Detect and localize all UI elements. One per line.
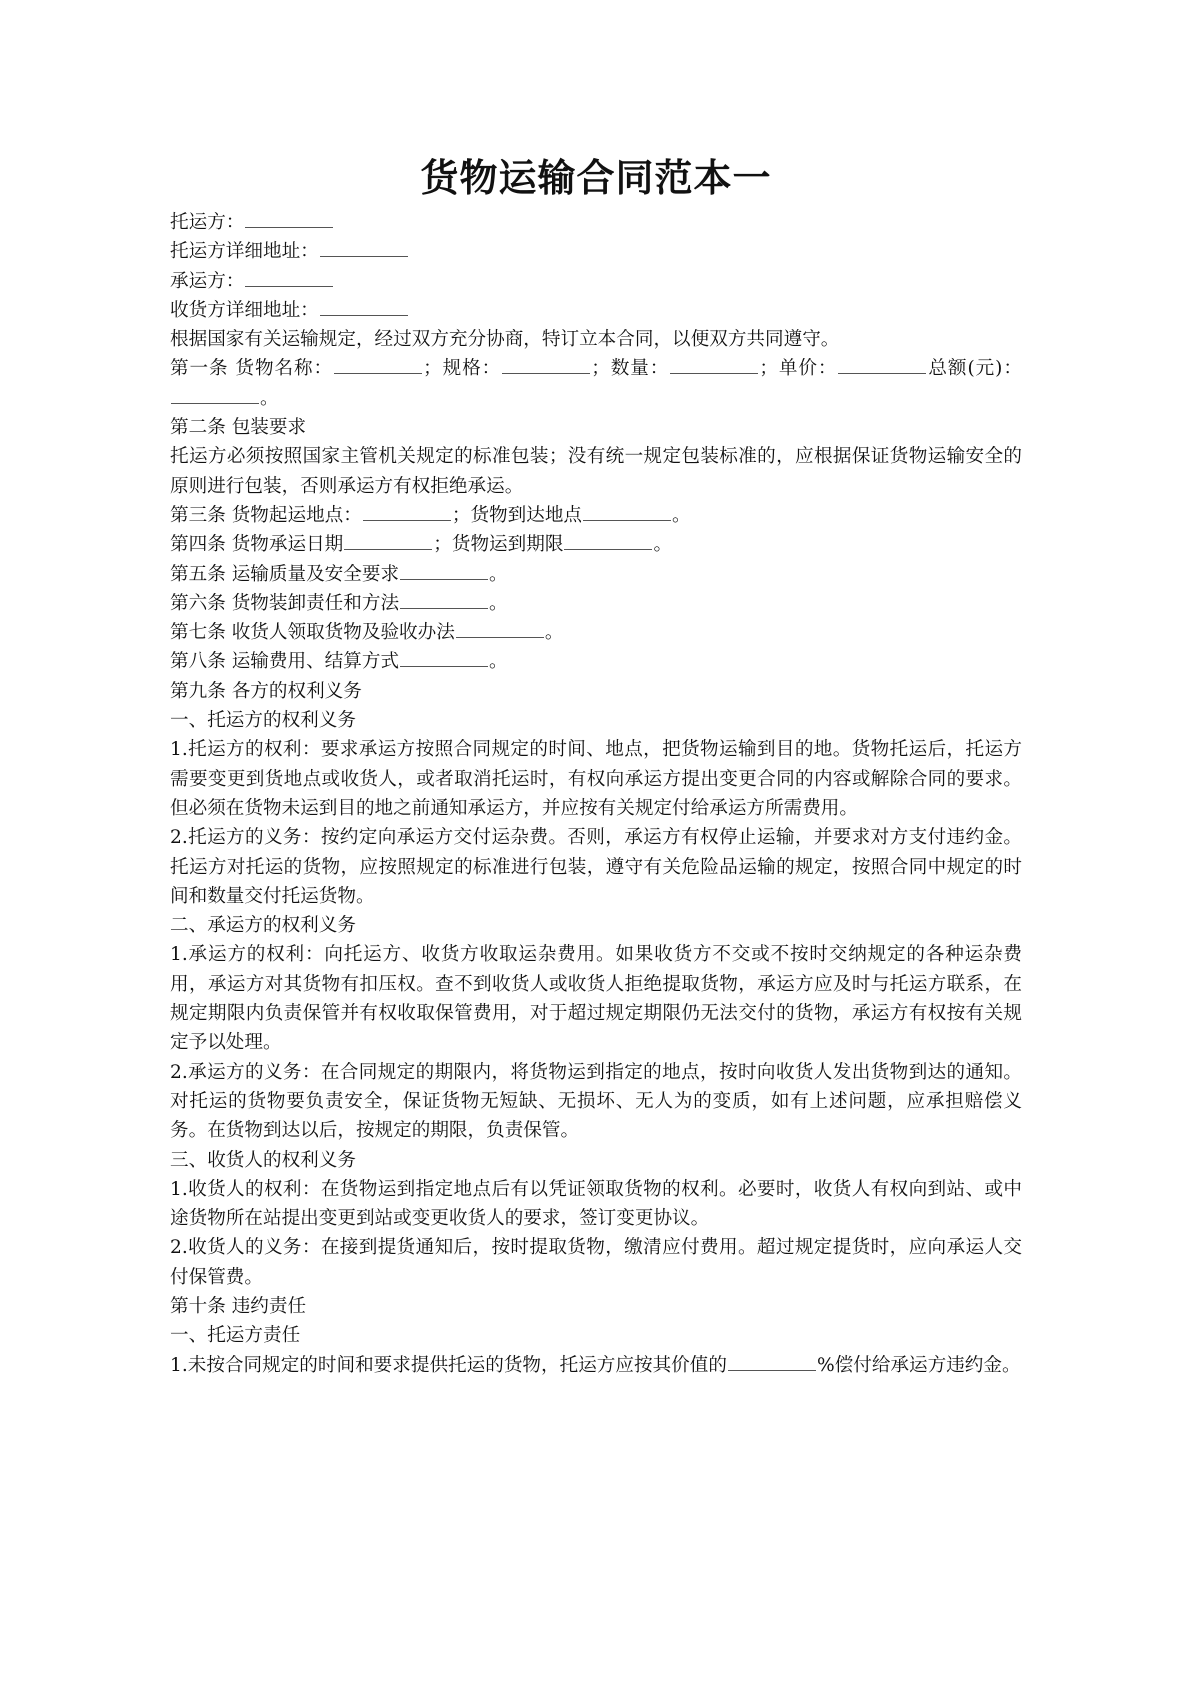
document-title: 货物运输合同范本一	[420, 156, 772, 200]
field-consignee-address: 收货方详细地址：	[170, 296, 1022, 325]
goods-name-blank[interactable]	[334, 355, 422, 374]
consignee-address-blank[interactable]	[320, 297, 408, 316]
origin-blank[interactable]	[363, 502, 451, 521]
section-shipper-heading: 一、托运方的权利义务	[170, 710, 356, 732]
shipper-liability-item-1: 1.未按合同规定的时间和要求提供托运的货物，托运方应按其价值的 %偿付给承运方违约金。	[170, 1351, 1022, 1380]
section-carrier-heading: 二、承运方的权利义务	[170, 915, 356, 937]
article-10-heading: 第十条 违约责任	[170, 1295, 307, 1317]
shipper-address-blank[interactable]	[320, 238, 408, 257]
article-8: 第八条 运输费用、结算方式 。	[170, 647, 1022, 676]
section-consignee-heading: 三、收货人的权利义务	[170, 1149, 356, 1171]
article-4: 第四条 货物承运日期 ；货物运到期限 。	[170, 530, 1022, 559]
loading-blank[interactable]	[400, 590, 488, 609]
ship-date-blank[interactable]	[344, 531, 432, 550]
preamble: 根据国家有关运输规定，经过双方充分协商，特订立本合同，以便双方共同遵守。	[170, 329, 840, 351]
article-5: 第五条 运输质量及安全要求 。	[170, 560, 1022, 589]
settlement-blank[interactable]	[400, 648, 488, 667]
carrier-duties: 2.承运方的义务：在合同规定的期限内，将货物运到指定的地点，按时向收货人发出货物到达的通知。对托运的货物要负责安全，保证货物无短缺、无损坏、无人为的变质，如有上述问题，应承担赔偿义务。在货物到达以后，按规定的期限，负责保管。	[170, 1061, 1022, 1142]
quantity-blank[interactable]	[670, 355, 758, 374]
consignee-duties: 2.收货人的义务：在接到提货通知后，按时提取货物，缴清应付费用。超过规定提货时，应向承运人交付保管费。	[170, 1237, 1022, 1288]
article-1: 第一条 货物名称： ；规格： ；数量： ；单价： 总额(元)：。	[170, 354, 1022, 413]
field-shipper-address: 托运方详细地址：	[170, 237, 1022, 266]
spec-blank[interactable]	[502, 355, 590, 374]
field-carrier: 承运方：	[170, 267, 1022, 296]
penalty-percent-blank[interactable]	[728, 1352, 816, 1371]
carrier-rights: 1.承运方的权利：向托运方、收货方收取运杂费用。如果收货方不交或不按时交纳规定的各种运杂费用，承运方对其货物有扣压权。查不到收货人或收货人拒绝提取货物，承运方应及时与托运方联系，在规定期限内负责保管并有权收取保管费用，对于超过规定期限仍无法交付的货物，承运方有权按有关规定予以处理。	[170, 944, 1022, 1054]
article-2-body: 托运方必须按照国家主管机关规定的标准包装；没有统一规定包装标准的，应根据保证货物运输安全的原则进行包装，否则承运方有权拒绝承运。	[170, 446, 1022, 497]
article-7: 第七条 收货人领取货物及验收办法 。	[170, 618, 1022, 647]
contract-page	[170, 150, 1022, 1380]
consignee-rights: 1.收货人的权利：在货物运到指定地点后有以凭证领取货物的权利。必要时，收货人有权向到站、或中途货物所在站提出变更到站或变更收货人的要求，签订变更协议。	[170, 1178, 1022, 1230]
article-9-heading: 第九条 各方的权利义务	[170, 680, 362, 702]
unit-price-blank[interactable]	[838, 355, 926, 374]
destination-blank[interactable]	[583, 502, 671, 521]
deadline-blank[interactable]	[564, 531, 652, 550]
article-6: 第六条 货物装卸责任和方法 。	[170, 589, 1022, 618]
shipper-duties: 2.托运方的义务：按约定向承运方交付运杂费。否则，承运方有权停止运输，并要求对方支付违约金。托运方对托运的货物，应按照规定的标准进行包装，遵守有关危险品运输的规定，按照合同中规定的时间和数量交付托运货物。	[170, 827, 1022, 907]
shipper-liability-heading: 一、托运方责任	[170, 1325, 301, 1347]
article-2-heading: 第二条 包装要求	[170, 417, 307, 439]
shipper-blank[interactable]	[245, 209, 333, 228]
shipper-rights: 1.托运方的权利：要求承运方按照合同规定的时间、地点，把货物运输到目的地。货物托运后，托运方需要变更到货地点或收货人，或者取消托运时，有权向承运方提出变更合同的内容或解除合同的要求。但必须在货物未运到目的地之前通知承运方，并应按有关规定付给承运方所需费用。	[170, 739, 1022, 819]
quality-blank[interactable]	[400, 561, 488, 580]
field-shipper: 托运方：	[170, 208, 1022, 237]
total-blank[interactable]	[171, 385, 259, 404]
acceptance-blank[interactable]	[456, 619, 544, 638]
carrier-blank[interactable]	[245, 268, 333, 287]
article-3: 第三条 货物起运地点： ；货物到达地点 。	[170, 501, 1022, 530]
